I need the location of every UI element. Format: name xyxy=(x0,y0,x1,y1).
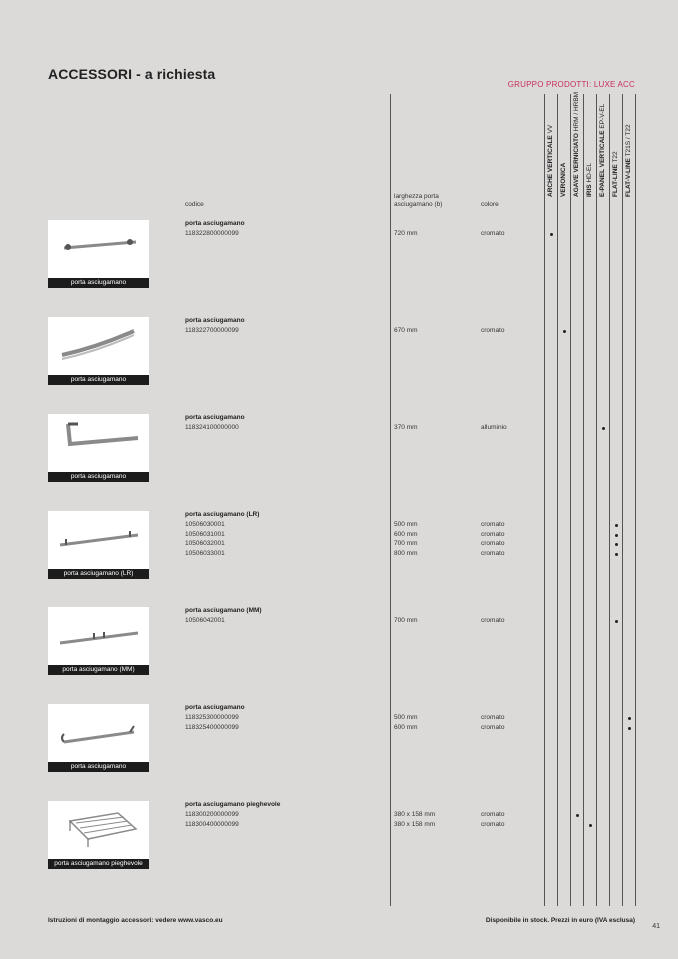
product-thumbnail xyxy=(48,801,149,869)
product-color: cromato xyxy=(481,549,505,557)
column-divider xyxy=(544,94,545,906)
product-color: cromato xyxy=(481,723,505,731)
rail-lr-icon xyxy=(48,511,149,569)
brand-model: VV xyxy=(547,124,554,136)
product-caption: porta asciugamano pieghevole xyxy=(48,859,149,869)
product-width: 700 mm xyxy=(394,617,418,624)
compatibility-dot xyxy=(615,524,618,527)
column-divider xyxy=(583,94,584,906)
product-width: 600 mm xyxy=(394,723,418,731)
curved-rail-icon xyxy=(48,317,149,375)
compatibility-dot xyxy=(615,543,618,546)
product-color: alluminio xyxy=(481,424,507,431)
column-divider xyxy=(622,94,623,906)
footer-note: Istruzioni di montaggio accessori: vedere www.vasco.eu xyxy=(48,917,223,924)
product-caption: porta asciugamano xyxy=(48,472,149,482)
product-name: porta asciugamano (LR) xyxy=(185,511,260,518)
compatibility-dot xyxy=(576,814,579,817)
product-name: porta asciugamano xyxy=(185,220,245,227)
product-caption: porta asciugamano xyxy=(48,375,149,385)
product-color: cromato xyxy=(481,820,505,828)
brand-model: T22 xyxy=(612,151,619,165)
brand-name: VERONICA xyxy=(560,162,567,197)
product-code: 118322700000099 xyxy=(185,327,239,334)
product-thumbnail xyxy=(48,704,149,772)
column-divider xyxy=(609,94,610,906)
product-width: 720 mm xyxy=(394,230,418,237)
brand-model: T21S / T22 xyxy=(625,124,632,159)
product-code: 10506042001 xyxy=(185,617,225,624)
product-color: cromato xyxy=(481,521,505,528)
compatibility-dot xyxy=(615,534,618,537)
product-color: cromato xyxy=(481,617,505,624)
product-width: 500 mm xyxy=(394,521,418,528)
column-header-codice: codice xyxy=(185,201,204,208)
straight-rail-icon xyxy=(48,220,149,278)
product-color: cromato xyxy=(481,230,505,237)
brand-name: E-PANEL VERTICALE xyxy=(599,130,606,197)
column-divider xyxy=(390,94,391,906)
product-name: porta asciugamano (MM) xyxy=(185,607,262,614)
product-code: 118325400000099 xyxy=(185,723,239,731)
rail-mm-icon xyxy=(48,607,149,665)
product-thumbnail xyxy=(48,317,149,385)
product-color: cromato xyxy=(481,540,505,548)
column-divider xyxy=(635,94,636,906)
product-code: 10506031001 xyxy=(185,530,225,538)
brand-name: ARCHE VERTICALE xyxy=(547,135,554,197)
compatibility-dot xyxy=(563,330,566,333)
compatibility-dot xyxy=(615,553,618,556)
column-header-width-line1: larghezza porta xyxy=(394,193,439,200)
compatibility-dot xyxy=(550,233,553,236)
product-name: porta asciugamano xyxy=(185,317,245,324)
brand-name: FLAT-LINE xyxy=(612,164,619,197)
folding-shelf-icon xyxy=(48,801,149,859)
product-caption: porta asciugamano (MM) xyxy=(48,665,149,675)
column-divider xyxy=(596,94,597,906)
product-name: porta asciugamano xyxy=(185,704,245,711)
page-title: ACCESSORI - a richiesta xyxy=(48,66,216,82)
brand-name: FLAT-V-LINE xyxy=(625,158,632,197)
product-code: 118324100000000 xyxy=(185,424,239,431)
column-header-width-line2: asciugamano (b) xyxy=(394,201,443,208)
product-width: 380 x 158 mm xyxy=(394,820,436,828)
product-code: 10506032001 xyxy=(185,540,225,548)
product-code: 118300200000099 xyxy=(185,811,239,818)
product-thumbnail xyxy=(48,511,149,579)
product-width: 800 mm xyxy=(394,549,418,557)
brand-model: EP-V-EL xyxy=(599,103,606,131)
column-header-width xyxy=(394,193,442,209)
bent-bar-icon xyxy=(48,414,149,472)
compatibility-dot xyxy=(589,824,592,827)
product-code: 118325300000099 xyxy=(185,714,239,721)
brand-header-label xyxy=(625,124,633,197)
product-caption: porta asciugamano xyxy=(48,762,149,772)
brand-header-label xyxy=(612,151,620,197)
product-width: 700 mm xyxy=(394,540,418,548)
brand-header-label xyxy=(560,163,568,197)
page-number: 41 xyxy=(652,923,660,930)
brand-header-label xyxy=(573,92,581,197)
brand-header-label xyxy=(586,163,594,197)
brand-header-label xyxy=(599,104,607,197)
product-code: 10506033001 xyxy=(185,549,225,557)
product-width: 500 mm xyxy=(394,714,418,721)
compatibility-dot xyxy=(615,620,618,623)
brand-header-label xyxy=(547,125,555,197)
hook-rail-icon xyxy=(48,704,149,762)
product-width: 380 x 158 mm xyxy=(394,811,436,818)
product-color: cromato xyxy=(481,530,505,538)
brand-name: AGAVE VERNICIATO xyxy=(573,133,580,197)
product-thumbnail xyxy=(48,220,149,288)
product-name: porta asciugamano xyxy=(185,414,245,421)
column-divider xyxy=(557,94,558,906)
product-group-label: GRUPPO PRODOTTI: LUXE ACC xyxy=(507,80,635,89)
product-code: 10506030001 xyxy=(185,521,225,528)
product-caption: porta asciugamano xyxy=(48,278,149,288)
brand-model: HRM / HRBM xyxy=(573,91,580,134)
product-width: 670 mm xyxy=(394,327,418,334)
brand-model: HD-EL xyxy=(586,163,593,185)
product-width: 600 mm xyxy=(394,530,418,538)
footer-stock-note: Disponibile in stock. Prezzi in euro (IVA esclusa) xyxy=(485,917,635,924)
product-thumbnail xyxy=(48,414,149,482)
product-color: cromato xyxy=(481,714,505,721)
product-code: 118300400000099 xyxy=(185,820,239,828)
product-name: porta asciugamano pieghevole xyxy=(185,801,281,808)
product-thumbnail xyxy=(48,607,149,675)
product-color: cromato xyxy=(481,811,505,818)
compatibility-dot xyxy=(602,427,605,430)
product-color: cromato xyxy=(481,327,505,334)
brand-name: IRIS xyxy=(586,184,593,197)
product-width: 370 mm xyxy=(394,424,418,431)
compatibility-dot xyxy=(628,727,631,730)
column-divider xyxy=(570,94,571,906)
column-header-colore: colore xyxy=(481,201,499,208)
compatibility-dot xyxy=(628,717,631,720)
product-caption: porta asciugamano (LR) xyxy=(48,569,149,579)
product-code: 118322800000099 xyxy=(185,230,239,237)
